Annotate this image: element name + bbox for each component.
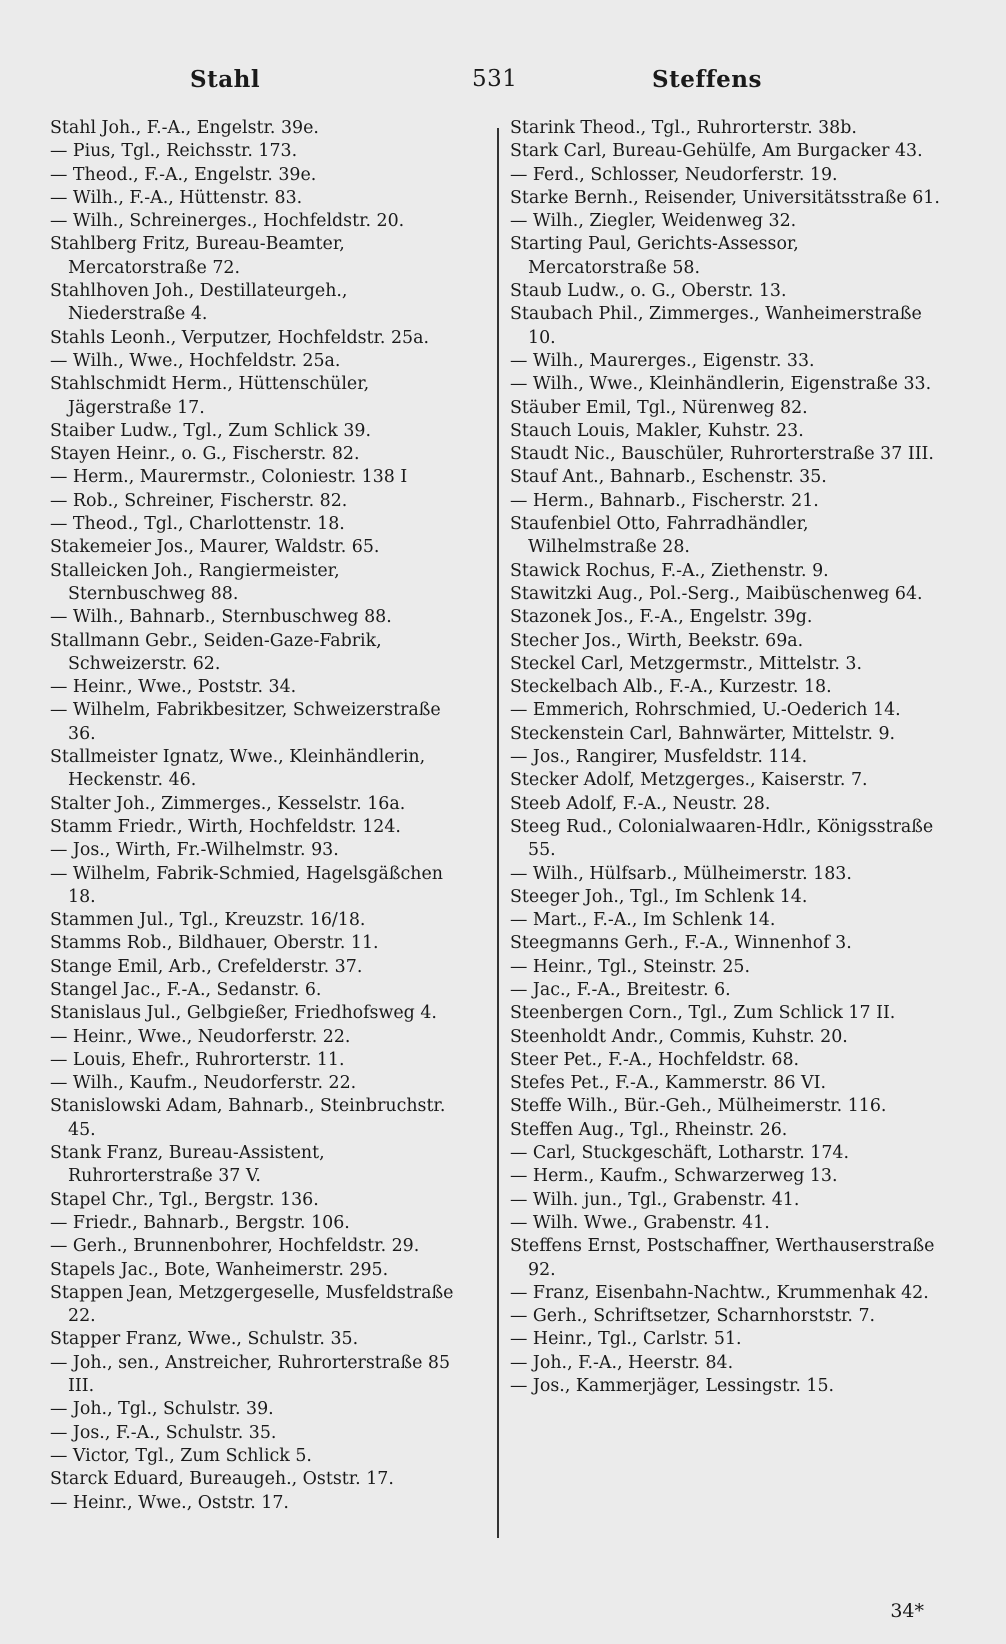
- signature-mark: 34*: [890, 1600, 924, 1622]
- column-divider: [497, 128, 499, 1538]
- directory-entry: Stahl Joh., F.-A., Engelstr. 39e.: [50, 118, 319, 138]
- directory-entry: — Jos., F.-A., Schulstr. 35.: [50, 1422, 277, 1443]
- directory-entry: Stallmeister Ignatz, Wwe., Kleinhändlerin, Heckenstr. 46.: [50, 747, 426, 791]
- directory-entry: Stamms Rob., Bildhauer, Oberstr. 11.: [50, 933, 379, 954]
- directory-entry: Stappen Jean, Metzgergeselle, Musfeldstraße 22.: [50, 1282, 454, 1327]
- directory-entry: Stawitzki Aug., Pol.-Serg., Maibüschenweg 64.: [510, 583, 923, 604]
- directory-entry: — Carl, Stuckgeschäft, Lotharstr. 174.: [510, 1143, 850, 1164]
- directory-entry: — Wilh., Wwe., Kleinhändlerin, Eigenstraße 33.: [510, 374, 932, 395]
- directory-entry: — Wilh. Wwe., Grabenstr. 41.: [510, 1212, 770, 1233]
- directory-entry: — Heinr., Tgl., Steinstr. 25.: [510, 956, 750, 977]
- directory-entry: Steeg Rud., Colonialwaaren-Hdlr., Königsstraße 55.: [510, 816, 934, 861]
- directory-entry: Steegmanns Gerh., F.-A., Winnenhof 3.: [510, 933, 852, 954]
- directory-entry: — Jos., Kammerjäger, Lessingstr. 15.: [510, 1376, 835, 1397]
- directory-entry: Steenbergen Corn., Tgl., Zum Schlick 17 II.: [510, 1003, 896, 1024]
- directory-entry: — Wilh. jun., Tgl., Grabenstr. 41.: [510, 1189, 800, 1210]
- running-head-left: Stahl: [190, 66, 261, 93]
- directory-entry: Stanislowski Adam, Bahnarb., Steinbruchstr. 45.: [50, 1096, 446, 1140]
- directory-entry: — Joh., sen., Anstreicher, Ruhrorterstraße 85 III.: [50, 1352, 451, 1397]
- directory-entry: Steffe Wilh., Bür.-Geh., Mülheimerstr. 116.: [510, 1096, 887, 1117]
- directory-entry: Stapels Jac., Bote, Wanheimerstr. 295.: [50, 1259, 389, 1280]
- directory-entry: — Jos., Rangirer, Musfeldstr. 114.: [510, 747, 808, 768]
- right-column: [510, 117, 942, 1398]
- directory-entry: — Pius, Tgl., Reichsstr. 173.: [50, 141, 298, 162]
- directory-entry: Stawick Rochus, F.-A., Ziethenstr. 9.: [510, 560, 829, 581]
- directory-entry: Stange Emil, Arb., Crefelderstr. 37.: [50, 956, 363, 977]
- directory-entry: — Joh., F.-A., Heerstr. 84.: [510, 1352, 734, 1373]
- directory-entry: Stamm Friedr., Wirth, Hochfeldstr. 124.: [50, 816, 401, 837]
- directory-entry: — Gerh., Schriftsetzer, Scharnhorststr. 7.: [510, 1306, 876, 1327]
- directory-entry: — Wilh., Bahnarb., Sternbuschweg 88.: [50, 607, 392, 628]
- directory-entry: — Heinr., Wwe., Neudorferstr. 22.: [50, 1026, 351, 1047]
- directory-entry: Stecher Jos., Wirth, Beekstr. 69a.: [510, 630, 804, 651]
- directory-entry: — Wilh., Ziegler, Weidenweg 32.: [510, 211, 797, 232]
- directory-entry: Stauch Louis, Makler, Kuhstr. 23.: [510, 420, 804, 441]
- directory-entry: Steckenstein Carl, Bahnwärter, Mittelstr. 9.: [510, 723, 896, 744]
- running-head-right: Steffens: [652, 66, 762, 93]
- directory-entry: — Franz, Eisenbahn-Nachtw., Krummenhak 42.: [510, 1282, 929, 1303]
- directory-entry: — Joh., Tgl., Schulstr. 39.: [50, 1399, 274, 1420]
- directory-entry: Stammen Jul., Tgl., Kreuzstr. 16/18.: [50, 910, 366, 931]
- left-column: [50, 117, 462, 1515]
- directory-entry: — Louis, Ehefr., Ruhrorterstr. 11.: [50, 1049, 345, 1070]
- directory-entry: — Wilhelm, Fabrikbesitzer, Schweizerstraße 36.: [50, 700, 441, 744]
- directory-entry: — Wilh., Maurerges., Eigenstr. 33.: [510, 350, 815, 371]
- directory-entry: — Herm., Maurermstr., Coloniestr. 138 I: [50, 467, 408, 488]
- directory-entry: — Jac., F.-A., Breitestr. 6.: [510, 979, 731, 1000]
- directory-entry: Stahlschmidt Herm., Hüttenschüler, Jägerstraße 17.: [50, 374, 370, 418]
- directory-entry: Stark Carl, Bureau-Gehülfe, Am Burgacker 43.: [510, 141, 923, 162]
- directory-entry: — Wilhelm, Fabrik-Schmied, Hagelsgäßchen 18.: [50, 863, 443, 907]
- directory-entry: — Herm., Kaufm., Schwarzerweg 13.: [510, 1166, 838, 1187]
- directory-entry: — Gerh., Brunnenbohrer, Hochfeldstr. 29.: [50, 1236, 420, 1257]
- directory-entry: Stauf Ant., Bahnarb., Eschenstr. 35.: [510, 467, 827, 488]
- directory-entry: Stakemeier Jos., Maurer, Waldstr. 65.: [50, 537, 380, 558]
- directory-entry: Starke Bernh., Reisender, Universitätsstraße 61.: [510, 187, 940, 208]
- directory-entry: Stahlberg Fritz, Bureau-Beamter, Mercatorstraße 72.: [50, 234, 345, 278]
- directory-entry: Steer Pet., F.-A., Hochfeldstr. 68.: [510, 1049, 800, 1070]
- directory-entry: Stazonek Jos., F.-A., Engelstr. 39g.: [510, 607, 813, 628]
- directory-entry: — Theod., Tgl., Charlottenstr. 18.: [50, 514, 345, 535]
- directory-entry: Starink Theod., Tgl., Ruhrorterstr. 38b.: [510, 118, 857, 138]
- directory-entry: — Heinr., Wwe., Oststr. 17.: [50, 1492, 289, 1513]
- directory-entry: — Mart., F.-A., Im Schlenk 14.: [510, 910, 776, 931]
- directory-entry: — Herm., Bahnarb., Fischerstr. 21.: [510, 490, 819, 511]
- directory-entry: Stapel Chr., Tgl., Bergstr. 136.: [50, 1189, 319, 1210]
- directory-entry: Stapper Franz, Wwe., Schulstr. 35.: [50, 1329, 359, 1350]
- directory-entry: Stank Franz, Bureau-Assistent, Ruhrorterstraße 37 V.: [50, 1143, 325, 1187]
- directory-entry: — Heinr., Wwe., Poststr. 34.: [50, 677, 297, 698]
- directory-entry: Stallmann Gebr., Seiden-Gaze-Fabrik, Schweizerstr. 62.: [50, 630, 382, 674]
- directory-entry: Starting Paul, Gerichts-Assessor, Mercatorstraße 58.: [510, 234, 799, 278]
- directory-entry: Stayen Heinr., o. G., Fischerstr. 82.: [50, 444, 360, 465]
- directory-entry: Staudt Nic., Bauschüler, Ruhrorterstraße 37 III.: [510, 444, 934, 465]
- directory-entry: Steeb Adolf, F.-A., Neustr. 28.: [510, 793, 771, 814]
- directory-entry: Stalleicken Joh., Rangiermeister, Sternbuschweg 88.: [50, 560, 340, 604]
- directory-entry: — Wilh., F.-A., Hüttenstr. 83.: [50, 187, 303, 208]
- directory-entry: Stahls Leonh., Verputzer, Hochfeldstr. 25a.: [50, 327, 429, 348]
- directory-entry: — Victor, Tgl., Zum Schlick 5.: [50, 1445, 312, 1466]
- directory-entry: Stäuber Emil, Tgl., Nürenweg 82.: [510, 397, 808, 418]
- directory-entry: — Jos., Wirth, Fr.-Wilhelmstr. 93.: [50, 840, 339, 861]
- directory-entry: Steckel Carl, Metzgermstr., Mittelstr. 3.: [510, 653, 862, 674]
- directory-entry: Steckelbach Alb., F.-A., Kurzestr. 18.: [510, 677, 832, 698]
- directory-entry: — Wilh., Hülfsarb., Mülheimerstr. 183.: [510, 863, 852, 884]
- directory-entry: Stangel Jac., F.-A., Sedanstr. 6.: [50, 979, 322, 1000]
- directory-entry: Stefes Pet., F.-A., Kammerstr. 86 VI.: [510, 1073, 826, 1094]
- directory-entry: Stalter Joh., Zimmerges., Kesselstr. 16a.: [50, 793, 406, 814]
- directory-entry: — Friedr., Bahnarb., Bergstr. 106.: [50, 1212, 350, 1233]
- directory-entry: Steffens Ernst, Postschaffner, Werthauserstraße 92.: [510, 1236, 935, 1280]
- directory-entry: Staiber Ludw., Tgl., Zum Schlick 39.: [50, 420, 372, 441]
- directory-entry: — Rob., Schreiner, Fischerstr. 82.: [50, 490, 348, 511]
- directory-entry: Staubach Phil., Zimmerges., Wanheimerstraße 10.: [510, 304, 922, 348]
- directory-entry: Steenholdt Andr., Commis, Kuhstr. 20.: [510, 1026, 848, 1047]
- directory-entry: Starck Eduard, Bureaugeh., Oststr. 17.: [50, 1469, 394, 1490]
- directory-entry: Stecker Adolf, Metzgerges., Kaiserstr. 7.: [510, 770, 868, 791]
- directory-entry: Steffen Aug., Tgl., Rheinstr. 26.: [510, 1119, 788, 1140]
- directory-entry: — Wilh., Schreinerges., Hochfeldstr. 20.: [50, 211, 405, 232]
- directory-entry: Steeger Joh., Tgl., Im Schlenk 14.: [510, 886, 808, 907]
- directory-entry: — Theod., F.-A., Engelstr. 39e.: [50, 164, 317, 185]
- directory-entry: Stanislaus Jul., Gelbgießer, Friedhofsweg 4.: [50, 1003, 437, 1024]
- page-number: 531: [472, 66, 518, 92]
- directory-entry: — Ferd., Schlosser, Neudorferstr. 19.: [510, 164, 838, 185]
- directory-entry: Stahlhoven Joh., Destillateurgeh., Niederstraße 4.: [50, 281, 348, 325]
- directory-entry: — Heinr., Tgl., Carlstr. 51.: [510, 1329, 742, 1350]
- directory-entry: Staub Ludw., o. G., Oberstr. 13.: [510, 281, 787, 302]
- directory-entry: — Wilh., Kaufm., Neudorferstr. 22.: [50, 1073, 357, 1094]
- directory-entry: Staufenbiel Otto, Fahrradhändler, Wilhelmstraße 28.: [510, 514, 809, 558]
- directory-entry: — Wilh., Wwe., Hochfeldstr. 25a.: [50, 350, 341, 371]
- directory-entry: — Emmerich, Rohrschmied, U.-Oederich 14.: [510, 700, 901, 721]
